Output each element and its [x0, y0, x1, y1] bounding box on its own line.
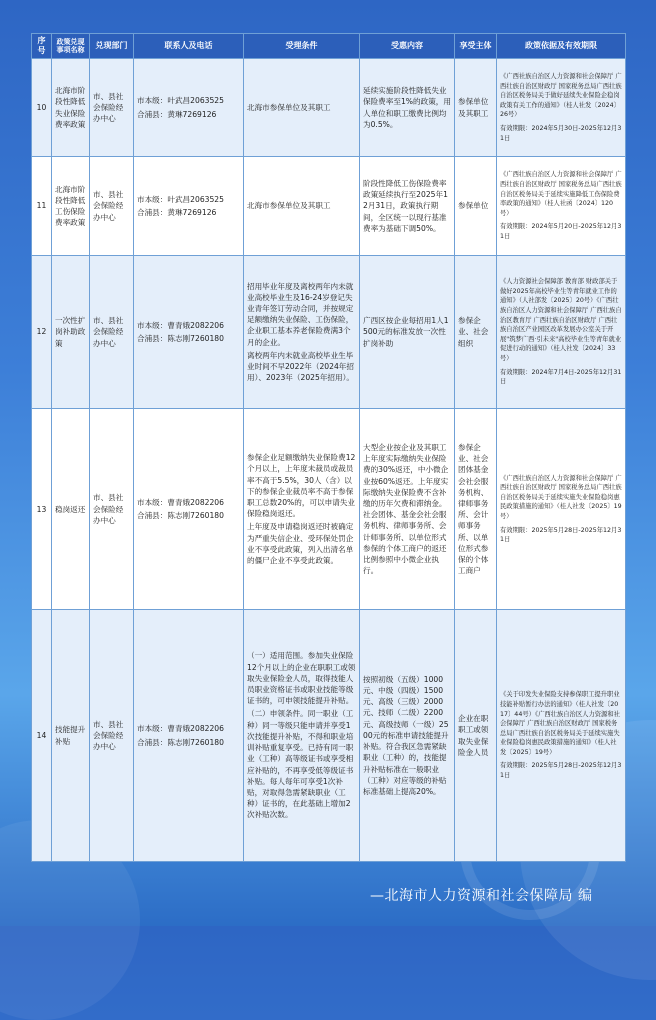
- cell-text: 参保企业足额缴纳失业保险费12个月以上，上年度未裁员或裁员率不高于5.5%，30人（含）以下的参保企业裁员率不高于参保职工总数20%的，可以申请失业保险稳岗返还。: [247, 453, 356, 519]
- acceptance-condition: [244, 59, 360, 157]
- cell-text: 市本级：叶武昌2063525: [137, 194, 224, 204]
- row-number: [32, 255, 52, 409]
- cell-text: 市本级：曹青娥2082206: [137, 724, 224, 734]
- benefit-content: [360, 157, 455, 255]
- table-row: [32, 610, 626, 862]
- department: [90, 59, 134, 157]
- cell-text: 市、县社会保险经办中心: [93, 719, 124, 752]
- cell-text: 市、县社会保险经办中心: [93, 316, 124, 348]
- row-number: [32, 610, 52, 862]
- header-name: 政策兑现事项名称: [52, 34, 90, 59]
- cell-text: 稳岗返还: [55, 504, 86, 514]
- cell-text: 12: [36, 327, 47, 337]
- policy-basis: [497, 157, 626, 255]
- cell-text: 北海市阶段性降低工伤保险费率政策: [55, 184, 86, 228]
- cell-text: 北海市参保单位及其职工: [247, 103, 331, 113]
- beneficiary: [455, 59, 497, 157]
- beneficiary: [455, 157, 497, 255]
- cell-text: 北海市参保单位及其职工: [247, 201, 331, 211]
- contact-phone: [134, 409, 244, 610]
- cell-text: 市本级：曹青娥2082206: [137, 320, 224, 330]
- cell-text: 参保企业、社会组织: [458, 316, 489, 348]
- policy-name: [52, 610, 90, 862]
- cell-text: 招用毕业年度及离校两年内未就业高校毕业生及16-24岁登记失业青年签订劳动合同，并按规定足额缴纳失业保险、工伤保险，企业职工基本养老保险费满3个月的企业。: [247, 281, 354, 347]
- header-basis: 政策依据及有效期限: [497, 34, 626, 59]
- cell-text: 上年度及申请稳岗返还时被确定为严重失信企业、受环保处罚企业不享受此政策，列入出清名单的僵尸企业不享受此政策。: [247, 522, 354, 565]
- validity-period: 有效期限：2024年5月30日-2025年12月31日: [500, 125, 622, 142]
- header-dept: 兑现部门: [90, 34, 134, 59]
- contact-phone: [134, 255, 244, 409]
- cell-text: 参保企业、社会团体基金会社会服务机构、律师事务所、会计师事务所、以单位形式参保的个体工商户: [458, 442, 489, 576]
- policy-basis-text: 《广西壮族自治区人力资源和社会保障厅 广西壮族自治区财政厅 国家税务总局广西壮族自治区税务局关于延续实施降低工伤保险费率政策的通知》（桂人社函〔2024〕120号）: [500, 171, 622, 217]
- acceptance-condition: [244, 255, 360, 409]
- header-content: 受惠内容: [360, 34, 455, 59]
- policy-name: [52, 255, 90, 409]
- cell-text: 合浦县：陈志刚7260180: [137, 511, 224, 521]
- policy-basis-text: 《关于印发失业保险支持参保职工提升职业技能补贴暂行办法的通知》（桂人社发〔2017〕44号）《广西壮族自治区人力资源和社会保障厅 广西壮族自治区财政厅 国家税务总局广西壮族自治区税务局关于延续实施失业保险稳岗惠民政策措施的通知》（桂人社发〔2025〕19号）: [500, 691, 620, 756]
- table-row: [32, 255, 626, 409]
- table-row: [32, 409, 626, 610]
- benefit-content: [360, 409, 455, 610]
- cell-text: 11: [36, 201, 47, 211]
- cell-text: 技能提升补贴: [55, 725, 86, 746]
- cell-text: 参保单位及其职工: [458, 97, 489, 118]
- policy-basis-text: 《人力资源社会保障部 教育部 财政部关于做好2025年高校毕业生等青年就业工作的通知》（人社部发〔2025〕20号）《广西壮族自治区人力资源和社会保障厅 广西壮族自治区教育厅 广西壮族自治区财政厅 广西壮族自治区产业园区改革发展办公室关于开展"筑梦广西·引未来"高校毕业生等青年就业促进行动的通知》（桂人社发〔2024〕33号）: [500, 278, 622, 362]
- cell-text: 离校两年内未就业高校毕业生毕业时间不早2022年（2024年招用）、2023年（2025年招用）。: [247, 350, 354, 383]
- policy-name: [52, 409, 90, 610]
- cell-text: 市、县社会保险经办中心: [93, 493, 124, 525]
- cell-text: 合浦县：黄琳7269126: [137, 109, 217, 119]
- row-number: [32, 157, 52, 255]
- policy-table: [31, 33, 626, 862]
- acceptance-condition: [244, 610, 360, 862]
- table-row: [32, 157, 626, 255]
- cell-text: 一次性扩岗补助政策: [55, 316, 86, 348]
- beneficiary: [455, 610, 497, 862]
- policy-name: [52, 157, 90, 255]
- validity-period: 有效期限：2025年5月28日-2025年12月31日: [500, 526, 622, 544]
- policy-basis-text: 《广西社族自治区人力资源和社会保障厅 广西壮族自治区财政厅 国家税务总局广西壮族自治区税务局关于做好延续失业保险企稳岗政策有关工作的通知》（桂人社发〔2024〕26号）: [500, 73, 622, 119]
- footer-credit: —北海市人力资源和社会保障局 编: [370, 888, 593, 904]
- row-number: [32, 59, 52, 157]
- cell-text: 大型企业按企业及其职工上年度实际缴纳失业保险费的30%返还，中小微企业按60%返还。上年度实际缴纳失业保险费不含补缴的历年欠费和滞纳金。社会团体、基金会社会服务机构、律师事务所、会计师事务所、以单位形式参保的个体工商户的返还比例参照中小微企业执行。: [363, 442, 449, 576]
- cell-text: 14: [36, 730, 47, 740]
- benefit-content: [360, 59, 455, 157]
- beneficiary: [455, 255, 497, 409]
- department: [90, 610, 134, 862]
- cell-text: 参保单位: [458, 201, 489, 211]
- cell-text: 市本级：叶武昌2063525: [137, 96, 224, 106]
- cell-text: 企业在职职工或领取失业保险金人员: [458, 714, 489, 757]
- department: [90, 157, 134, 255]
- validity-period: 有效期限：2024年5月20日-2025年12月31日: [500, 223, 622, 240]
- benefit-content: [360, 610, 455, 862]
- cell-text: 市、县社会保险经办中心: [93, 190, 124, 222]
- cell-text: 延续实施阶段性降低失业保险费率至1%的政策，用人单位和职工缴费比例均为0.5%。: [363, 86, 451, 129]
- cell-text: 阶段性降低工伤保险费率政策延续执行至2025年12月31日，政策执行期间，全区统一以现行基准费率为基础下调50%。: [363, 178, 448, 233]
- cell-text: 北海市阶段性降低失业保险费率政策: [55, 86, 86, 129]
- cell-text: （一）适用范围。参加失业保险12个月以上的企业在职职工或领取失业保险金人员，取得技能人员职业资格证书或职业技能等级证书的，可申领技能提升补贴。: [247, 651, 356, 706]
- cell-text: 合浦县：黄琳7269126: [137, 207, 217, 217]
- contact-phone: [134, 157, 244, 255]
- table-row: [32, 59, 626, 157]
- header-cond: 受理条件: [244, 34, 360, 59]
- cell-text: 市、县社会保险经办中心: [93, 91, 124, 124]
- policy-basis: [497, 59, 626, 157]
- benefit-content: [360, 255, 455, 409]
- cell-text: （二）申领条件。同一职业（工种）同一等级只能申请并享受1次技能提升补贴，不得和职业培训补贴重复享受。已持有同一职业（工种）高等级证书或享受相应补贴的，不再享受低等级证书补贴。每人每年可享受1次补贴，对取得急需紧缺职业（工种）证书的，在此基础上增加2次补贴次数。: [247, 709, 354, 820]
- acceptance-condition: [244, 157, 360, 255]
- row-number: [32, 409, 52, 610]
- validity-period: 有效期限：2024年7月4日-2025年12月31日: [500, 368, 622, 386]
- header-row: [32, 34, 626, 59]
- acceptance-condition: [244, 409, 360, 610]
- cell-text: 广西区按企业每招用1人1500元的标准发放一次性扩岗补助: [363, 316, 449, 348]
- header-no: 序号: [32, 34, 52, 59]
- validity-period: 有效期限：2025年5月28日-2025年12月31日: [500, 762, 622, 780]
- department: [90, 255, 134, 409]
- cell-text: 合浦县：陈志刚7260180: [137, 333, 224, 343]
- cell-text: 13: [36, 504, 47, 514]
- contact-phone: [134, 59, 244, 157]
- beneficiary: [455, 409, 497, 610]
- header-contact: 联系人及电话: [134, 34, 244, 59]
- policy-basis: [497, 610, 626, 862]
- header-subject: 享受主体: [455, 34, 497, 59]
- policy-basis-text: 《广西壮族自治区人力资源和社会保障厅 广西壮族自治区财政厅 国家税务总局广西壮族自治区税务局关于延续实施失业保险稳岗惠民政策措施的通知》（桂人社发〔2025〕19号）: [500, 474, 622, 520]
- cell-text: 10: [36, 103, 47, 113]
- contact-phone: [134, 610, 244, 862]
- policy-name: [52, 59, 90, 157]
- cell-text: 市本级：曹青娥2082206: [137, 497, 224, 507]
- cell-text: 按照初级（五级）1000元、中级（四级）1500元、高级（三级）2000元、技师（二级）2200元、高级技师（一级）2500元的标准申请技能提升补贴。符合我区急需紧缺职业（工种）的，技能提升补贴标准在一般职业（工种）对应等级的补贴标准基础上提高20%。: [363, 674, 449, 796]
- policy-basis: [497, 255, 626, 409]
- policy-basis: [497, 409, 626, 610]
- cell-text: 合浦县：陈志刚7260180: [137, 737, 224, 747]
- department: [90, 409, 134, 610]
